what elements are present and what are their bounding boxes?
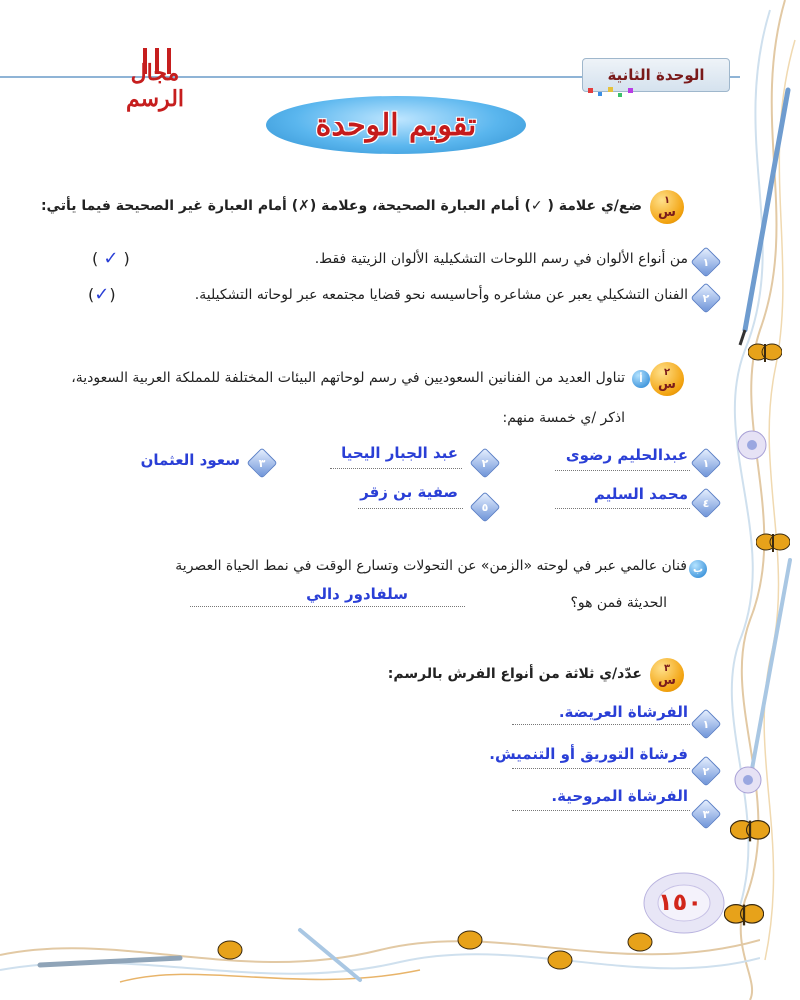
item-bullet: ٤ — [690, 487, 721, 518]
artist-answer-1: عبدالحليم رضوى — [565, 446, 688, 464]
brush-answer-3: الفرشاة المروحية. — [551, 787, 688, 805]
butterfly-icon — [756, 530, 790, 556]
question-badge-3: ٣ س — [650, 658, 684, 692]
item-bullet: ١ — [690, 708, 721, 739]
butterfly-icon — [730, 816, 770, 846]
q2-part-a-line1: تناول العديد من الفنانين السعوديين في رسم لوحاتهم البيئات المختلفة للمملكة العربية السعودية، — [71, 370, 625, 386]
artist-answer-2: عبد الجبار اليحيا — [341, 444, 458, 462]
q2-part-b-line2: الحديثة فمن هو؟ — [570, 595, 667, 611]
q1-item-1-text: من أنواع الألوان في رسم اللوحات التشكيلية الألوان الزيتية فقط. — [314, 251, 688, 267]
item-bullet: ١ — [690, 447, 721, 478]
q3-instruction: عدّد/ي ثلاثة من أنواع الفرش بالرسم: — [387, 666, 642, 682]
unit-evaluation-banner — [266, 96, 526, 154]
answer-line — [190, 606, 465, 607]
artist-answer-5: صفية بن زقر — [360, 483, 458, 501]
check-icon: ✓ — [94, 284, 110, 305]
part-b-marker: ب — [689, 560, 707, 578]
item-bullet: ٢ — [690, 755, 721, 786]
q1-item-2-text: الفنان التشكيلي يعبر عن مشاعره وأحاسيسه نحو قضايا مجتمعه عبر لوحاته التشكيلية. — [194, 287, 688, 303]
butterfly-icon — [748, 340, 782, 366]
q2-part-a-line2: اذكر /ي خمسة منهم: — [502, 410, 625, 426]
part-b-answer: سلفادور دالي — [306, 585, 408, 603]
item-bullet: ٢ — [469, 447, 500, 478]
item-bullet: ٥ — [469, 491, 500, 522]
q1-item-1-answer-box: ( ✓ ) — [92, 248, 130, 269]
item-bullet: ١ — [690, 246, 721, 277]
part-a-marker: أ — [632, 370, 650, 388]
item-bullet: ٢ — [690, 282, 721, 313]
q1-instruction: ضع/ي علامة ( ✓) أمام العبارة الصحيحة، وعلامة (✗) أمام العبارة غير الصحيحة فيما يأتي: — [40, 198, 642, 214]
answer-line — [330, 468, 462, 469]
answer-line — [512, 810, 690, 811]
q2-part-b-line1: فنان عالمي عبر في لوحته «الزمن» عن التحولات وتسارع الوقت في نمط الحياة العصرية — [175, 558, 687, 574]
answer-line — [555, 470, 690, 471]
artist-answer-4: محمد السليم — [593, 485, 688, 503]
answer-line — [512, 724, 690, 725]
answer-line — [358, 508, 463, 509]
confetti-decoration — [586, 84, 646, 100]
item-bullet: ٣ — [690, 798, 721, 829]
domain-title: مجال الرسم — [125, 60, 185, 112]
unit-label: الوحدة الثانية — [607, 66, 705, 84]
item-bullet: ٣ — [246, 447, 277, 478]
question-badge-1: ١ س — [650, 190, 684, 224]
brush-answer-1: الفرشاة العريضة. — [558, 703, 688, 721]
check-icon: ✓ — [103, 248, 119, 269]
question-badge-2: ٢ س — [650, 362, 684, 396]
answer-line — [512, 768, 690, 769]
page-number: ١٥٠ — [658, 888, 702, 916]
brush-answer-2: فرشاة التوريق أو التنميش. — [489, 745, 688, 763]
answer-line — [555, 508, 690, 509]
q1-item-2-answer-box: (✓) — [88, 284, 116, 305]
artist-answer-3: سعود العثمان — [140, 451, 240, 469]
banner-title: تقويم الوحدة — [315, 107, 477, 143]
